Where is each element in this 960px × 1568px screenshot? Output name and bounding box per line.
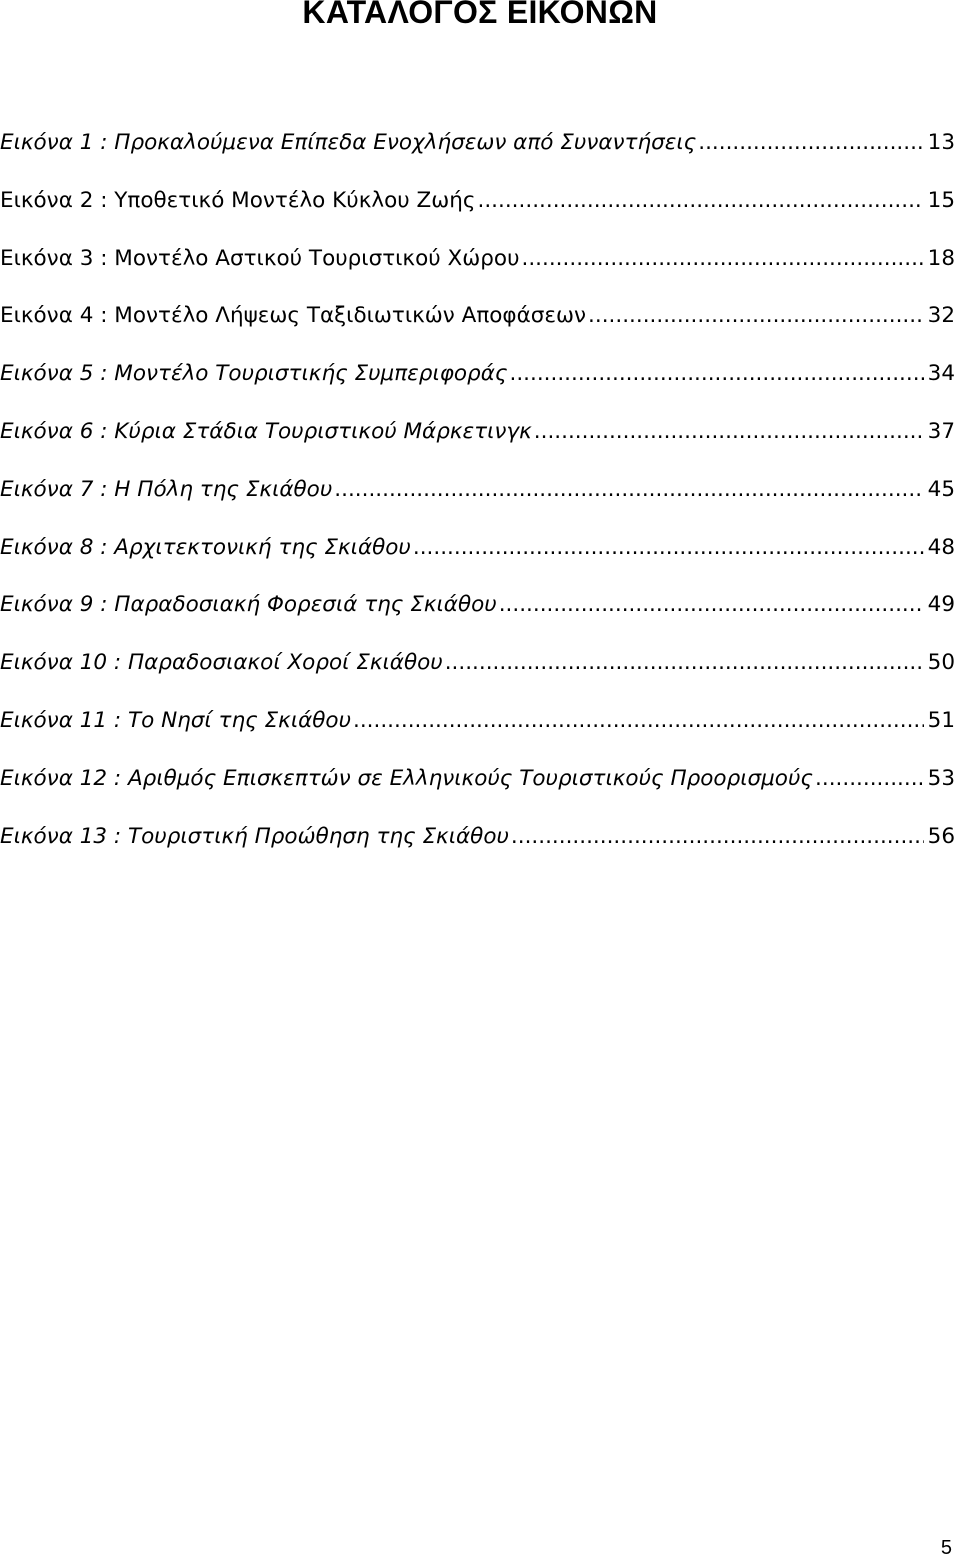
toc-entry[interactable] — [0, 471, 955, 529]
toc-entry-label: Εικόνα 3 : Μοντέλο Αστικού Τουριστικού Χώρου — [0, 245, 520, 271]
toc-leader-dots — [698, 124, 923, 162]
toc-entry-page: 56 — [927, 823, 955, 849]
toc-entry-label: Εικόνα 13 : Τουριστική Προώθηση της Σκιάθου — [0, 823, 509, 849]
toc-entry-label: Εικόνα 10 : Παραδοσιακοί Χοροί Σκιάθου — [0, 650, 443, 676]
toc-entry-page: 15 — [927, 187, 955, 213]
toc-entry[interactable] — [0, 240, 955, 298]
toc-leader-dots — [511, 818, 924, 856]
toc-entry[interactable] — [0, 413, 955, 471]
toc-entry-label: Εικόνα 12 : Αριθμός Επισκεπτών σε Ελληνικούς Τουριστικούς Προορισμούς — [0, 765, 814, 791]
toc-entry[interactable] — [0, 529, 955, 587]
toc-entry-label: Εικόνα 8 : Αρχιτεκτονική της Σκιάθου — [0, 534, 411, 560]
toc-leader-dots — [522, 240, 924, 278]
toc-entry-label: Εικόνα 2 : Υποθετικό Μοντέλο Κύκλου Ζωής — [0, 187, 476, 213]
toc-entry-label: Εικόνα 4 : Μοντέλο Λήψεως Ταξιδιωτικών Αποφάσεων — [0, 303, 587, 329]
list-of-figures — [0, 124, 955, 875]
toc-entry[interactable] — [0, 586, 955, 644]
toc-entry-label: Εικόνα 1 : Προκαλούμενα Επίπεδα Ενοχλήσεων από Συναντήσεις — [0, 130, 697, 155]
toc-entry[interactable] — [0, 702, 955, 760]
toc-entry-label: Εικόνα 9 : Παραδοσιακή Φορεσιά της Σκιάθου — [0, 592, 497, 618]
toc-leader-dots — [534, 413, 924, 451]
toc-entry-page: 49 — [927, 592, 955, 618]
toc-entry-page: 50 — [927, 650, 955, 676]
toc-leader-dots — [334, 471, 923, 509]
toc-leader-dots — [815, 760, 924, 798]
toc-entry[interactable] — [0, 297, 955, 355]
toc-entry-label: Εικόνα 7 : Η Πόλη της Σκιάθου — [0, 476, 333, 502]
toc-leader-dots — [588, 297, 924, 335]
toc-leader-dots — [353, 702, 924, 740]
toc-entry-label: Εικόνα 5 : Μοντέλο Τουριστικής Συμπεριφοράς — [0, 361, 508, 387]
toc-entry-page: 34 — [927, 361, 955, 387]
toc-leader-dots — [510, 355, 924, 393]
toc-entry[interactable] — [0, 760, 955, 818]
page-number: 5 — [940, 1537, 952, 1559]
page-title: ΚΑΤΑΛΟΓΟΣ ΕΙΚΟΝΩΝ — [302, 0, 658, 30]
toc-entry[interactable] — [0, 644, 955, 702]
toc-entry[interactable] — [0, 818, 955, 876]
toc-leader-dots — [499, 586, 924, 624]
toc-entry-page: 53 — [927, 765, 955, 791]
toc-entry-label: Εικόνα 6 : Κύρια Στάδια Τουριστικού Μάρκετινγκ — [0, 418, 532, 444]
toc-entry[interactable] — [0, 182, 955, 240]
toc-leader-dots — [413, 529, 924, 567]
toc-leader-dots — [445, 644, 924, 682]
toc-entry[interactable] — [0, 124, 955, 182]
toc-entry-label: Εικόνα 11 : Το Νησί της Σκιάθου — [0, 707, 352, 733]
toc-entry-page: 32 — [927, 303, 955, 329]
toc-entry-page: 37 — [927, 418, 955, 444]
toc-entry-page: 13 — [927, 130, 955, 155]
toc-entry-page: 18 — [927, 245, 955, 271]
toc-entry[interactable] — [0, 355, 955, 413]
toc-leader-dots — [478, 182, 924, 220]
toc-entry-page: 45 — [927, 476, 955, 502]
toc-entry-page: 48 — [927, 534, 955, 560]
toc-entry-page: 51 — [927, 707, 955, 733]
